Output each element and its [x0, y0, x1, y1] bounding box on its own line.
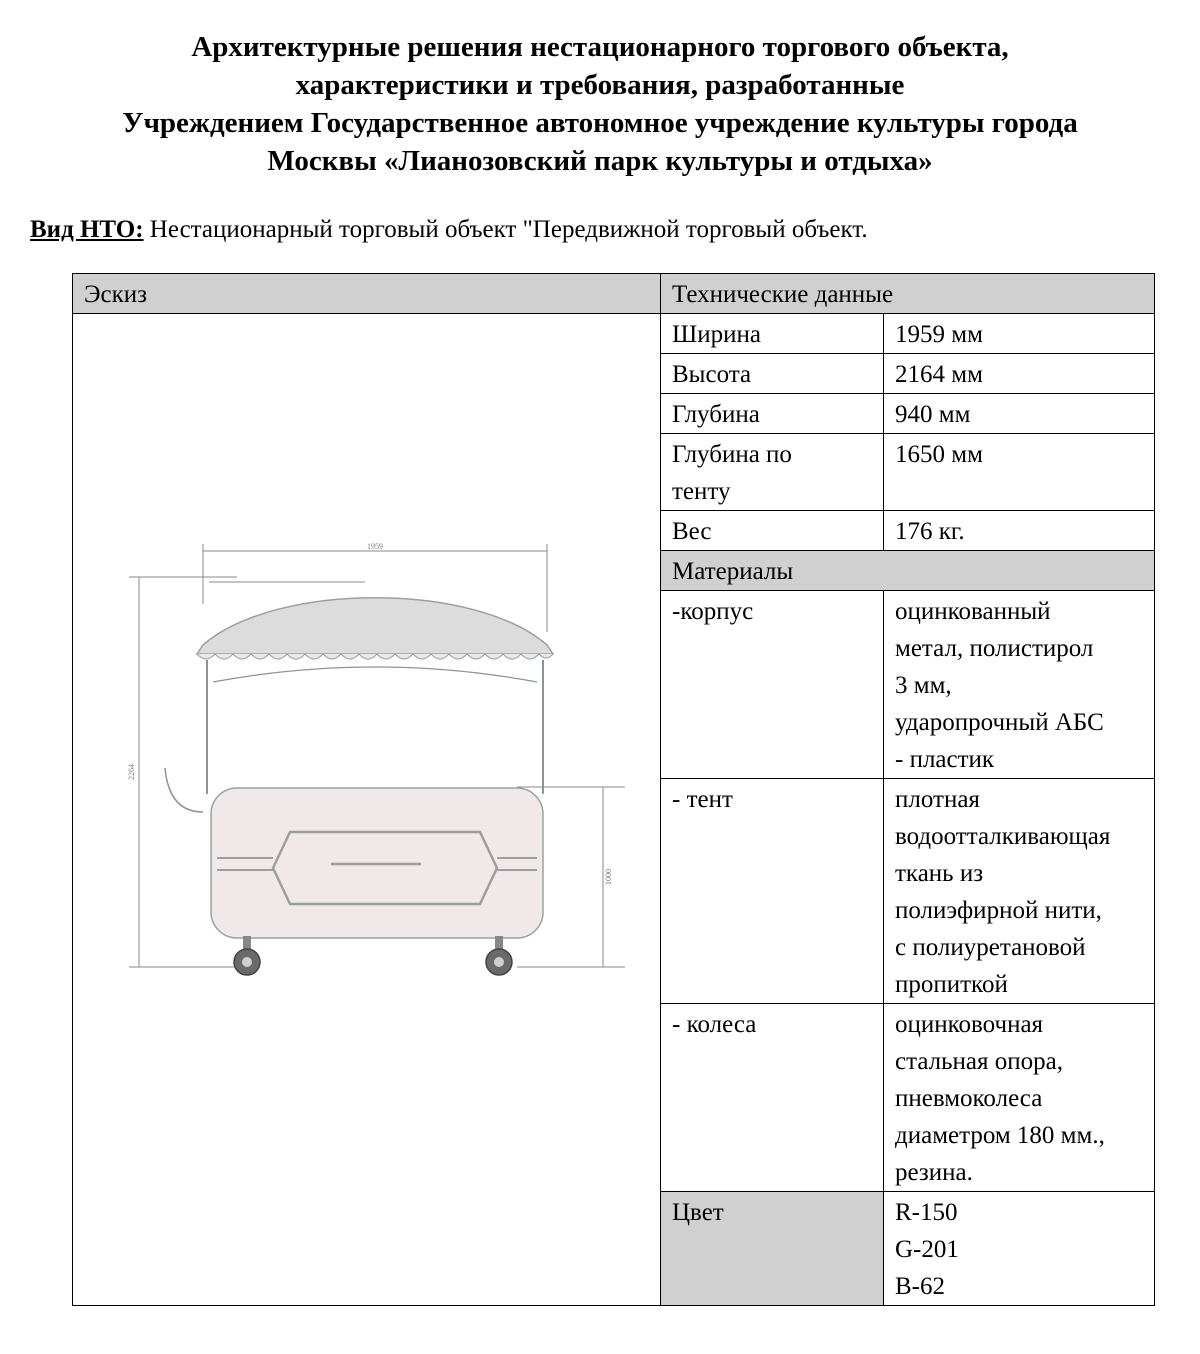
color-value [884, 1192, 1155, 1306]
material-value-line: водоотталкивающая [895, 823, 1111, 850]
param-name [661, 434, 884, 511]
material-value-line: метал, полистирол [895, 635, 1094, 662]
title-line: Архитектурные решения нестационарного торгового объекта, [191, 31, 1009, 63]
dim-body-label: 1000 [604, 869, 613, 885]
spec-table [72, 273, 1155, 1306]
color-value-line: R-150 [895, 1199, 958, 1226]
param-value: 940 мм [884, 394, 1155, 434]
canopy [197, 598, 553, 659]
material-value [884, 1004, 1155, 1192]
materials-header: Материалы [661, 551, 1155, 591]
title-line: Москвы «Лианозовский парк культуры и отдыха» [267, 145, 933, 177]
object-kind-value: Нестационарный торговый объект "Передвижной торговый объект. [143, 216, 868, 243]
object-kind-label: Вид НТО: [30, 216, 144, 243]
param-value: 176 кг. [884, 511, 1155, 551]
material-value-line: ткань из [895, 860, 984, 887]
material-value-line: пневмоколеса [895, 1085, 1043, 1112]
material-value-line: стальная опора, [895, 1048, 1063, 1075]
material-name: -корпус [661, 591, 884, 779]
param-value: 1650 мм [884, 434, 1155, 511]
material-value-line: 3 мм, [895, 672, 952, 699]
param-name-line: тенту [672, 478, 731, 505]
param-name: Вес [661, 511, 884, 551]
tech-header: Технические данные [661, 274, 1155, 314]
param-name-line: Глубина по [672, 441, 792, 468]
sketch-cell [73, 314, 661, 1306]
color-value-line: G-201 [895, 1236, 959, 1263]
material-value-line: полиэфирной нити, [895, 897, 1102, 924]
dim-width-label: 1959 [367, 542, 383, 551]
document-title [0, 28, 1200, 180]
param-name: Глубина [661, 394, 884, 434]
material-value-line: оцинковочная [895, 1011, 1044, 1038]
material-value [884, 591, 1155, 779]
param-value: 2164 мм [884, 354, 1155, 394]
param-name: Ширина [661, 314, 884, 354]
sketch-header: Эскиз [73, 274, 661, 314]
material-value-line: ударопрочный АБС [895, 709, 1104, 736]
param-value: 1959 мм [884, 314, 1155, 354]
material-value-line: оцинкованный [895, 598, 1051, 625]
object-kind [30, 214, 868, 246]
wheel-left [234, 936, 260, 975]
material-value-line: - пластик [895, 746, 995, 773]
material-value-line: диаметром 180 мм., [895, 1122, 1105, 1149]
title-line: Учреждением Государственное автономное учреждение культуры города [122, 107, 1078, 139]
cart-body [211, 788, 543, 938]
material-value [884, 779, 1155, 1004]
material-name: - колеса [661, 1004, 884, 1192]
kiosk-sketch [125, 542, 635, 1002]
param-name: Высота [661, 354, 884, 394]
color-value-line: B-62 [895, 1273, 945, 1300]
material-value-line: плотная [895, 786, 980, 813]
dim-height-label: 2264 [127, 764, 136, 780]
color-name: Цвет [661, 1192, 884, 1306]
material-value-line: пропиткой [895, 971, 1008, 998]
material-value-line: с полиуретановой [895, 934, 1086, 961]
title-line: характеристики и требования, разработанные [295, 69, 905, 101]
material-name: - тент [661, 779, 884, 1004]
material-value-line: резина. [895, 1159, 973, 1186]
wheel-right [486, 936, 512, 975]
